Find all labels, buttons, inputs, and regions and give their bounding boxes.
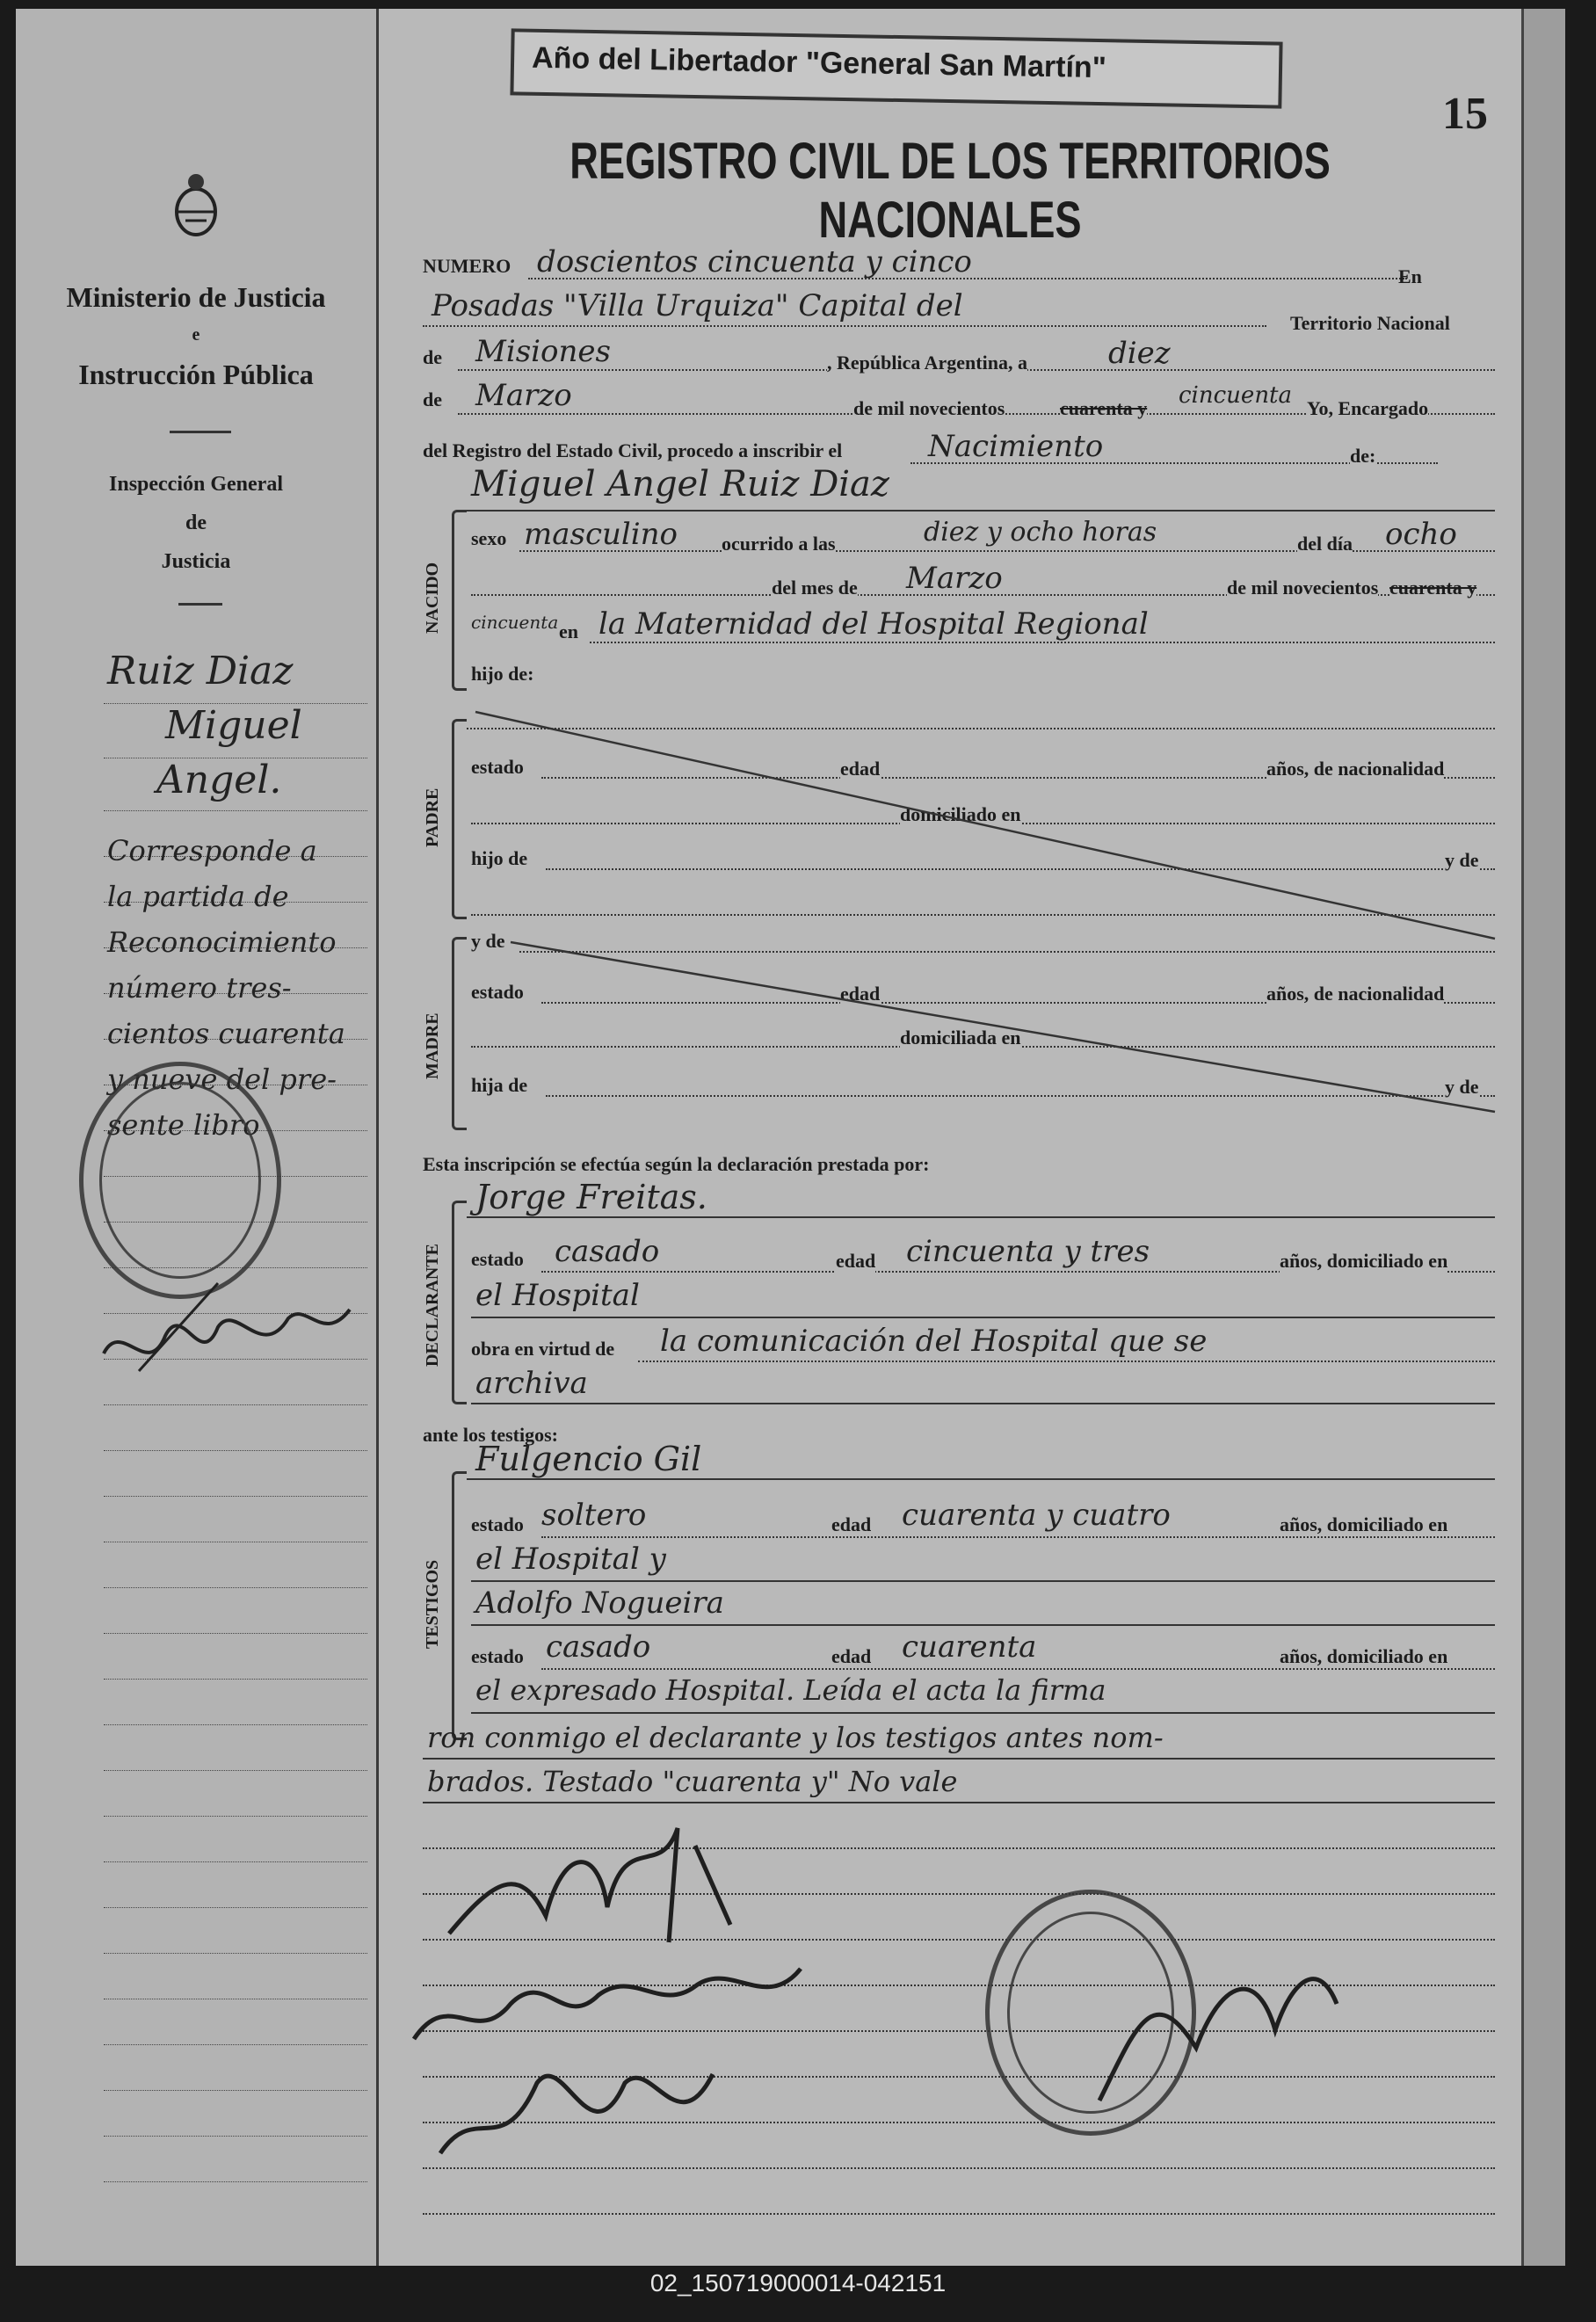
w1-edad-label: edad: [831, 1513, 872, 1535]
madre-estado-label: estado: [471, 981, 524, 1003]
signature-registrar: [1064, 1925, 1346, 2136]
witness2-name: Adolfo Nogueira: [475, 1585, 724, 1621]
national-crest-icon: [172, 171, 220, 242]
closing-line-2: brados. Testado "cuarenta y" No vale: [427, 1765, 958, 1798]
place-value: Posadas "Villa Urquiza" Capital del: [432, 288, 963, 323]
page-number: 15: [1442, 89, 1488, 139]
inspection-3: Justicia: [161, 550, 231, 573]
section-testigos: TESTIGOS: [423, 1559, 442, 1649]
madre-yde0-label: y de: [471, 930, 505, 952]
decl-obra-label: obra en virtud de: [471, 1338, 615, 1360]
section-padre: PADRE: [423, 787, 442, 847]
child-name: Miguel Angel Ruiz Diaz: [471, 464, 889, 504]
struck-text: cuarenta y: [1060, 397, 1148, 419]
de2-label: de: [423, 388, 442, 410]
decl-edad-value: cincuenta y tres: [906, 1234, 1150, 1269]
birth-place-value: la Maternidad del Hospital Regional: [598, 606, 1149, 642]
official-stamp-left: [79, 1062, 281, 1299]
padre-estado-label: estado: [471, 756, 524, 778]
decl-estado-value: casado: [555, 1234, 660, 1269]
de-label: de: [423, 346, 442, 368]
w1-edad-value: cuarenta y cuatro: [902, 1498, 1171, 1533]
act-value: Nacimiento: [928, 429, 1104, 464]
birth-month-value: Marzo: [906, 561, 1003, 596]
day-value: diez: [1108, 336, 1171, 371]
divider-2: [178, 603, 222, 606]
inspection-1: Inspección General: [109, 473, 283, 496]
margin-name: Miguel: [165, 703, 302, 748]
decl-obra-value: la comunicación del Hospital que se: [660, 1324, 1208, 1359]
padre-anios-label: años, de nacionalidad: [1266, 758, 1445, 780]
madre-yde-label: y de: [1445, 1076, 1479, 1098]
territory-label: Territorio Nacional: [1290, 312, 1450, 334]
padre-hijo-label: hijo de: [471, 847, 528, 869]
w1-domic-value: el Hospital y: [475, 1542, 666, 1577]
en-label: En: [1398, 265, 1422, 287]
w1-estado-label: estado: [471, 1513, 524, 1535]
banner-stamp: Año del Libertador "General San Martín": [510, 28, 1282, 108]
margin-signature: [86, 1266, 367, 1397]
registry-form: [379, 9, 1521, 2266]
ministry-name-2: Instrucción Pública: [78, 359, 314, 390]
month-value: Marzo: [475, 378, 572, 413]
decl-obra-value-2: archiva: [475, 1366, 588, 1401]
closing-line-1: ron conmigo el declarante y los testigos antes nom-: [427, 1721, 1164, 1754]
declarant-name: Jorge Freitas.: [475, 1178, 707, 1216]
padre-edad-label: edad: [840, 758, 881, 780]
witness1-name: Fulgencio Gil: [475, 1440, 702, 1478]
province-value: Misiones: [475, 334, 611, 369]
madre-domic-label: domiciliada en: [900, 1027, 1021, 1049]
inspection-2: de: [185, 512, 207, 534]
birth-struck-text: cuarenta y: [1389, 577, 1477, 599]
century-label: de mil novecientos: [853, 397, 1005, 419]
decl-anios-label: años, domiciliado en: [1280, 1250, 1448, 1272]
deldia-label: del día: [1297, 533, 1353, 555]
sexo-label: sexo: [471, 527, 507, 549]
decl-estado-label: estado: [471, 1248, 524, 1270]
de3-label: de:: [1350, 445, 1376, 467]
registry-label: del Registro del Estado Civil, procedo a inscribir el: [423, 439, 843, 461]
hijo-label: hijo de:: [471, 663, 534, 685]
w2-edad-value: cuarenta: [902, 1629, 1037, 1665]
year-value: cincuenta: [1179, 382, 1293, 409]
republic-label: , República Argentina, a: [827, 352, 1027, 374]
section-madre: MADRE: [423, 1012, 442, 1079]
birth-year-value: cincuenta: [471, 612, 559, 633]
birth-century-label: de mil novecientos: [1227, 577, 1379, 599]
left-margin-column: [16, 9, 379, 2266]
margin-annotation: Corresponde a la partida de Reconocimiento número tres- cientos cuarenta y nueve del pre- sente libro: [107, 834, 345, 1142]
witnesses-label: ante los testigos:: [423, 1424, 558, 1446]
numero-label: NUMERO: [423, 255, 511, 277]
register-page: [16, 9, 1563, 2266]
numero-value: doscientos cincuenta y cinco: [537, 244, 972, 279]
padre-domic-label: domiciliado en: [900, 803, 1021, 825]
en2-label: en: [559, 620, 578, 642]
w2-edad-label: edad: [831, 1645, 872, 1667]
image-caption: 02_150719000014-042151: [649, 2269, 947, 2297]
yo-label: Yo, Encargado: [1307, 397, 1429, 419]
madre-cancel-line: [502, 932, 1504, 1125]
section-nacido: NACIDO: [423, 562, 442, 634]
sex-value: masculino: [524, 517, 678, 552]
margin-surname: Ruiz Diaz: [107, 649, 294, 693]
ministry-conjunction: e: [192, 325, 200, 345]
w2-anios-label: años, domiciliado en: [1280, 1645, 1448, 1667]
decl-edad-label: edad: [836, 1250, 876, 1272]
w2-domic-value: el expresado Hospital. Leída el acta la firma: [475, 1673, 1106, 1707]
book-edge: [1521, 9, 1565, 2266]
divider: [170, 431, 231, 433]
ocurrido-label: ocurrido a las: [722, 533, 836, 555]
madre-edad-label: edad: [840, 983, 881, 1005]
decl-domic-value: el Hospital: [475, 1278, 640, 1313]
birth-day-value: ocho: [1385, 517, 1457, 552]
w1-anios-label: años, domiciliado en: [1280, 1513, 1448, 1535]
signature-witness-2: [414, 2030, 818, 2188]
document-title: REGISTRO CIVIL DE LOS TERRITORIOS NACIONALES: [569, 133, 1331, 249]
w1-estado-value: soltero: [541, 1498, 647, 1533]
madre-anios-label: años, de nacionalidad: [1266, 983, 1445, 1005]
padre-yde-label: y de: [1445, 849, 1479, 871]
madre-hija-label: hija de: [471, 1074, 528, 1096]
delmes-label: del mes de: [772, 577, 858, 599]
padre-cancel-line: [467, 703, 1504, 949]
section-declarante: DECLARANTE: [423, 1243, 442, 1368]
declaration-label: Esta inscripción se efectúa según la declaración prestada por:: [423, 1153, 930, 1175]
w2-estado-label: estado: [471, 1645, 524, 1667]
hour-value: diez y ocho horas: [924, 517, 1157, 548]
w2-estado-value: casado: [546, 1629, 651, 1665]
ministry-name-1: Ministerio de Justicia: [66, 281, 326, 313]
margin-name-2: Angel.: [156, 758, 282, 802]
